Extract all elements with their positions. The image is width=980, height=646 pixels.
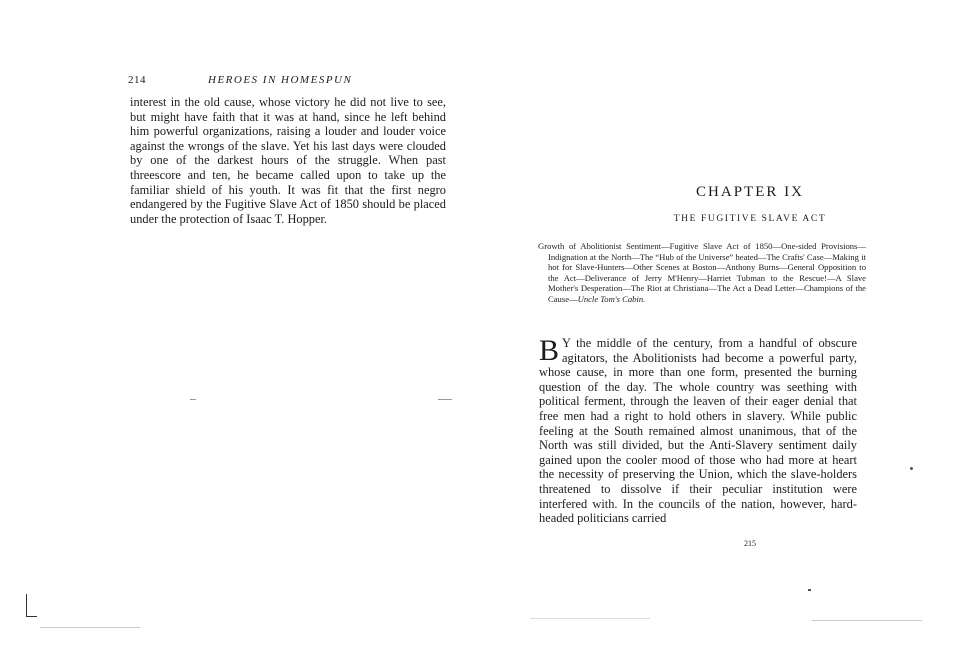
scan-artifact (26, 594, 37, 617)
scan-artifact (40, 627, 140, 628)
scan-artifact (910, 467, 913, 470)
chapter-subtitle: THE FUGITIVE SLAVE ACT (673, 214, 827, 224)
scan-artifact (808, 589, 811, 591)
chapter-synopsis (538, 241, 866, 305)
left-body-text: interest in the old cause, whose victory he did not live to see, but might have faith that it was at hand, since he left behind him powerful organizations, raising a louder and louder voice against the wrongs of the slave. Yet his last days were clouded by one of the darkest hours of the struggle. When past threescore and ten, he became called upon to take up the familiar shield of his youth. It was fit that the first negro endangered by the Fugitive Slave Act of 1850 should be placed under the protection of Isaac T. Hopper. (130, 95, 446, 226)
scan-artifact (190, 399, 196, 400)
scan-artifact (530, 618, 650, 619)
scan-artifact (438, 399, 452, 400)
body-paragraph: Y the middle of the century, from a handful of obscure agitators, the Abolitionists had become a powerful party, whose cause, in more than one form, presented the burning question of the day. The whole country was seething with political ferment, through the leaven of their eager denial that free men had a right to hold others in slavery. While public feeling at the South remained almost unanimous, that of the North was still divided, but the Anti-Slavery sentiment daily gained upon the cooler mood of those who had more at heart the necessity of preserving the Union, which the slave-holders threatened to dissolve if their peculiar institution were interfered with. In the councils of the nation, however, hard-headed politicians carried (539, 336, 857, 526)
page-number-left: 214 (128, 74, 146, 86)
right-page (490, 0, 980, 646)
scan-artifact (812, 620, 922, 621)
running-title: HEROES IN HOMESPUN (208, 74, 353, 86)
page-number-right: 215 (744, 539, 756, 548)
chapter-title: CHAPTER IX (696, 184, 804, 200)
synopsis-text: Growth of Abolitionist Sentiment—Fugitive Slave Act of 1850—One-sided Provisions—Indignation at the North—The “Hub of the Universe” heated—The Crafts' Case—Making it hot for Slave-Hunters—Other Scenes at Boston—Anthony Burns—General Opposition to the Act—Deliverance of Jerry M'Henry—Harriet Tubman to the Rescue!—A Slave Mother's Desperation—The Riot at Christiana—The Act a Dead Letter—Champions of the Cause— (538, 241, 866, 304)
synopsis-italic: Uncle Tom's Cabin. (577, 293, 646, 304)
drop-cap: B (539, 334, 560, 367)
right-body-text (539, 336, 857, 526)
